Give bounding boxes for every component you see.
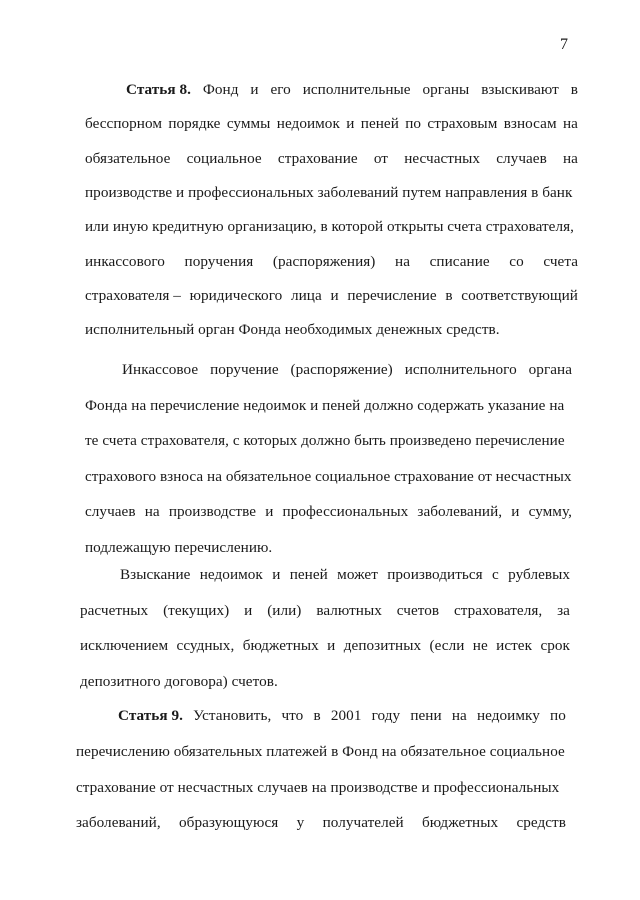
word: органа bbox=[528, 361, 572, 378]
word: в bbox=[313, 707, 321, 724]
word: Установить, bbox=[193, 707, 272, 724]
article-heading: Статья 8. bbox=[126, 81, 191, 98]
word: бесспорном bbox=[85, 115, 162, 133]
word: бюджетных bbox=[422, 814, 499, 832]
word: с bbox=[492, 566, 499, 583]
text-line bbox=[85, 467, 572, 487]
text-line bbox=[85, 431, 565, 451]
word: на bbox=[563, 149, 578, 167]
word: и bbox=[244, 601, 253, 619]
word: рублевых bbox=[508, 566, 570, 583]
word: списание bbox=[429, 252, 490, 270]
word: средств bbox=[516, 814, 566, 832]
text-line bbox=[122, 360, 572, 380]
word: что bbox=[281, 707, 304, 724]
word: в bbox=[570, 81, 578, 98]
line-text: страхование от несчастных случаев на производстве и профессиональных bbox=[76, 778, 560, 796]
word: взыскивают bbox=[481, 81, 559, 98]
word: заболеваний, bbox=[76, 814, 161, 832]
word: его bbox=[270, 81, 291, 98]
text-line bbox=[120, 565, 570, 585]
word: порядке bbox=[168, 115, 221, 133]
word: со bbox=[509, 252, 524, 270]
word: расчетных bbox=[80, 601, 149, 619]
word: страхователя, bbox=[454, 601, 543, 619]
word: Инкассовое bbox=[122, 361, 199, 378]
word: перечисление bbox=[347, 286, 437, 304]
word: 2001 bbox=[330, 707, 362, 724]
word: за bbox=[557, 601, 570, 619]
word: (или) bbox=[267, 601, 302, 619]
word: (если bbox=[429, 637, 465, 654]
word: на bbox=[451, 707, 467, 724]
text-line bbox=[76, 813, 566, 833]
word: на bbox=[144, 503, 160, 521]
text-line bbox=[85, 114, 578, 134]
article-heading: Статья 9. bbox=[118, 707, 183, 724]
word: инкассового bbox=[85, 252, 165, 270]
text-line bbox=[85, 183, 572, 203]
word: году bbox=[371, 707, 401, 724]
word: производстве bbox=[168, 503, 257, 521]
word: взносам bbox=[503, 115, 557, 133]
text-line bbox=[80, 672, 278, 692]
word: и bbox=[272, 566, 281, 583]
word: счета bbox=[543, 252, 578, 270]
word: недоимку bbox=[476, 707, 540, 724]
word: депозитных bbox=[343, 637, 422, 654]
word: ссудных, bbox=[176, 637, 235, 654]
text-line bbox=[76, 778, 559, 798]
text-line bbox=[85, 320, 500, 340]
word: обязательное bbox=[85, 149, 171, 167]
word: исключением bbox=[80, 637, 169, 654]
word: социальное bbox=[186, 149, 262, 167]
word: и bbox=[330, 286, 339, 304]
word: валютных bbox=[316, 601, 382, 619]
word: Взыскание bbox=[120, 566, 191, 583]
page-number: 7 bbox=[560, 36, 568, 53]
word: срок bbox=[540, 637, 570, 654]
word: производиться bbox=[387, 566, 483, 583]
word: сумму, bbox=[528, 503, 572, 521]
word: недоимок bbox=[199, 566, 263, 583]
word: на bbox=[562, 115, 578, 133]
word: случаев bbox=[496, 149, 547, 167]
word: недоимок bbox=[276, 115, 340, 133]
word: бюджетных bbox=[242, 637, 319, 654]
word: и bbox=[265, 503, 274, 521]
text-line bbox=[126, 80, 578, 100]
word: счетов bbox=[396, 601, 440, 619]
text-line bbox=[118, 706, 566, 726]
word: органы bbox=[422, 81, 470, 98]
text-line bbox=[85, 286, 578, 306]
word: страховым bbox=[427, 115, 498, 133]
word: исполнительные bbox=[302, 81, 411, 98]
text-line bbox=[85, 149, 578, 169]
line-text: или иную кредитную организацию, в которой открыты счета страхователя, bbox=[85, 218, 574, 236]
word: в bbox=[445, 286, 453, 304]
line-text: перечислению обязательных платежей в Фонд на обязательное социальное bbox=[76, 742, 565, 760]
word: случаев bbox=[85, 503, 136, 521]
word: несчастных bbox=[404, 149, 481, 167]
word: истек bbox=[496, 637, 533, 654]
line-text: исполнительный орган Фонда необходимых денежных средств. bbox=[85, 321, 500, 339]
text-line bbox=[80, 636, 570, 656]
word: и bbox=[327, 637, 336, 654]
word: не bbox=[472, 637, 488, 654]
word: страхование bbox=[277, 149, 358, 167]
word: исполнительного bbox=[404, 361, 517, 378]
word: и bbox=[511, 503, 520, 521]
word: заболеваний, bbox=[417, 503, 503, 521]
word: (текущих) bbox=[163, 601, 230, 619]
text-line bbox=[76, 742, 565, 762]
word: лица bbox=[290, 286, 322, 304]
word: поручение bbox=[210, 361, 279, 378]
word: страхователя – bbox=[85, 286, 181, 304]
word: юридического bbox=[189, 286, 283, 304]
word: Фонд bbox=[202, 81, 239, 98]
word: профессиональных bbox=[282, 503, 409, 521]
word: может bbox=[337, 566, 378, 583]
text-line bbox=[85, 396, 564, 416]
text-line bbox=[85, 502, 572, 522]
line-text: те счета страхователя, с которых должно быть произведено перечисление bbox=[85, 432, 565, 450]
word: по bbox=[405, 115, 422, 133]
word: у bbox=[296, 814, 305, 832]
word: соответствующий bbox=[461, 286, 578, 304]
word: пеней bbox=[289, 566, 328, 583]
text-line bbox=[85, 252, 578, 272]
line-text: производстве и профессиональных заболеваний путем направления в банк bbox=[85, 183, 573, 201]
word: и bbox=[346, 115, 355, 133]
text-line bbox=[80, 601, 570, 621]
word: поручения bbox=[184, 252, 254, 270]
word: (распоряжение) bbox=[290, 361, 393, 378]
line-text: Фонда на перечисление недоимок и пеней должно содержать указание на bbox=[85, 396, 565, 414]
word: пени bbox=[410, 707, 442, 724]
line-text: подлежащую перечислению. bbox=[85, 539, 273, 556]
word: получателей bbox=[322, 814, 404, 832]
word: суммы bbox=[226, 115, 271, 133]
text-line bbox=[85, 538, 272, 558]
word: пеней bbox=[360, 115, 399, 133]
line-text: депозитного договора) счетов. bbox=[80, 672, 278, 690]
word: от bbox=[373, 149, 388, 167]
word: по bbox=[550, 707, 566, 724]
word: образующуюся bbox=[179, 814, 279, 832]
word: и bbox=[250, 81, 259, 98]
line-text: страхового взноса на обязательное социальное страхование от несчастных bbox=[85, 467, 572, 485]
word: (распоряжения) bbox=[272, 252, 376, 270]
text-line bbox=[85, 217, 574, 237]
word: на bbox=[395, 252, 410, 270]
